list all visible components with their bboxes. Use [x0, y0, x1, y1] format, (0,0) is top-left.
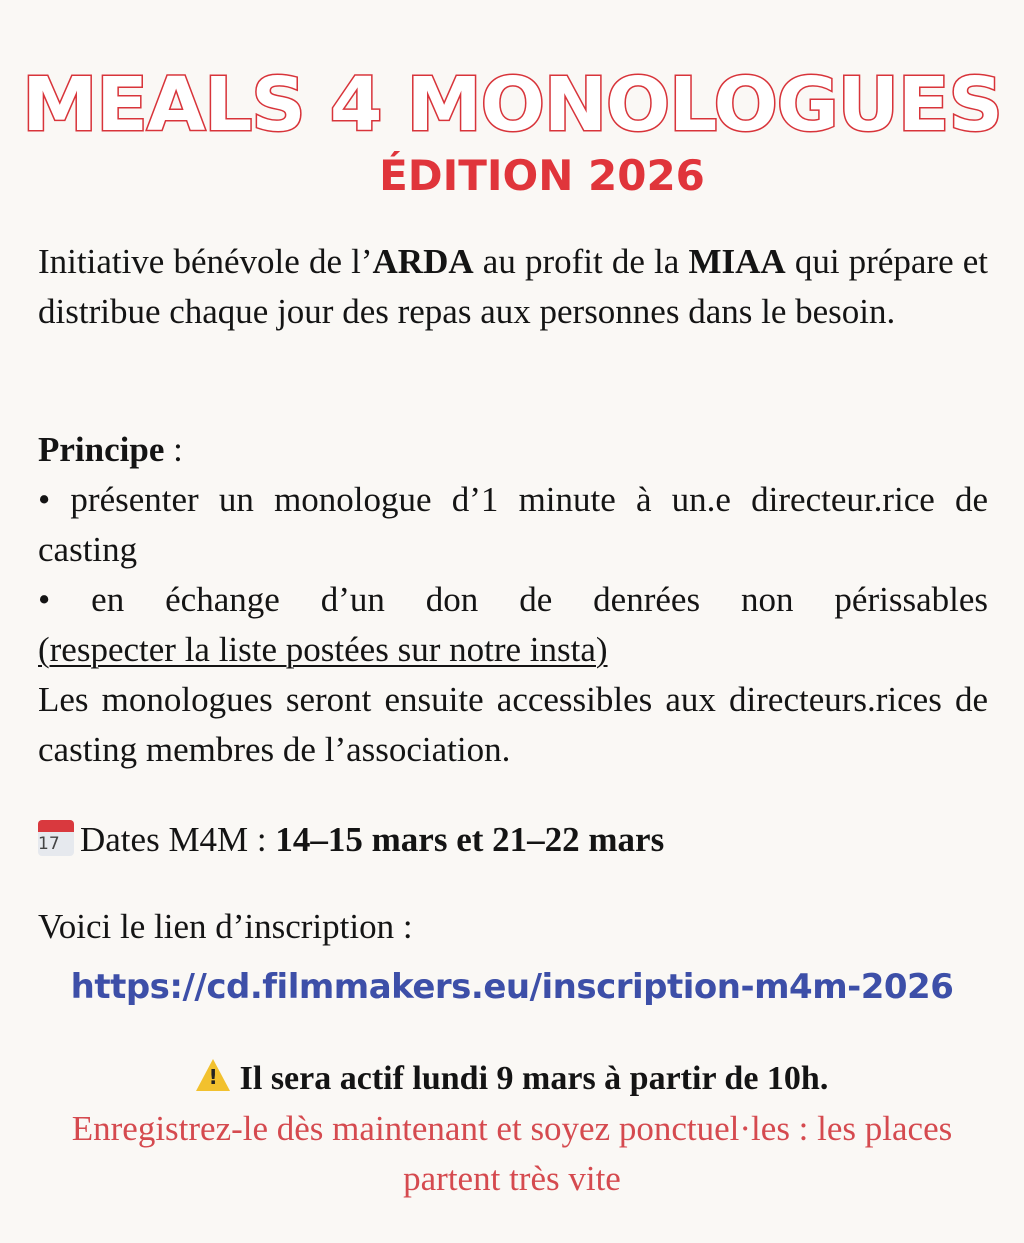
- notice-text: Enregistrez-le dès maintenant et soyez ponctuel·les : les places partent très vite: [71, 1109, 953, 1198]
- edition-subtitle: ÉDITION 2026: [379, 151, 705, 200]
- registration-link[interactable]: https://cd.filmmakers.eu/inscription-m4m-2026: [70, 967, 954, 1007]
- bullet-item: • présenter un monologue d’1 minute à un.e directeur.rice de casting: [38, 480, 988, 569]
- registration-intro: Voici le lien d’inscription :: [38, 907, 413, 946]
- warning-text: Il sera actif lundi 9 mars à partir de 10h.: [239, 1060, 829, 1097]
- org-miaa: MIAA: [688, 242, 786, 281]
- intro-text: Initiative bénévole de l’: [38, 242, 373, 281]
- org-arda: ARDA: [372, 242, 474, 281]
- bullet-item: • en échange d’un don de denrées non périssables: [38, 580, 988, 619]
- intro-text: au profit de la: [473, 242, 689, 281]
- insta-list-note[interactable]: (respecter la liste postées sur notre insta): [38, 630, 608, 669]
- dates-value: 14–15 mars et 21–22 mars: [275, 820, 665, 859]
- calendar-icon: 17: [38, 820, 74, 856]
- warning-line: [0, 1055, 1024, 1103]
- principe-heading: Principe: [38, 430, 165, 469]
- principe-colon: :: [164, 430, 183, 469]
- warning-icon: !: [196, 1059, 230, 1091]
- principe-heading-line: [38, 425, 988, 475]
- principe-section: [38, 425, 988, 775]
- closing-text: Les monologues seront ensuite accessibles aux directeurs.rices de casting membres de l’association.: [38, 680, 988, 769]
- poster-title: MEALS 4 MONOLOGUES: [22, 62, 1002, 148]
- intro-text: qui prépare et distribue chaque jour des repas aux personnes dans le besoin.: [38, 242, 988, 331]
- intro-paragraph: [38, 237, 988, 337]
- dates-label: Dates M4M :: [80, 820, 276, 859]
- dates-line: [38, 815, 988, 865]
